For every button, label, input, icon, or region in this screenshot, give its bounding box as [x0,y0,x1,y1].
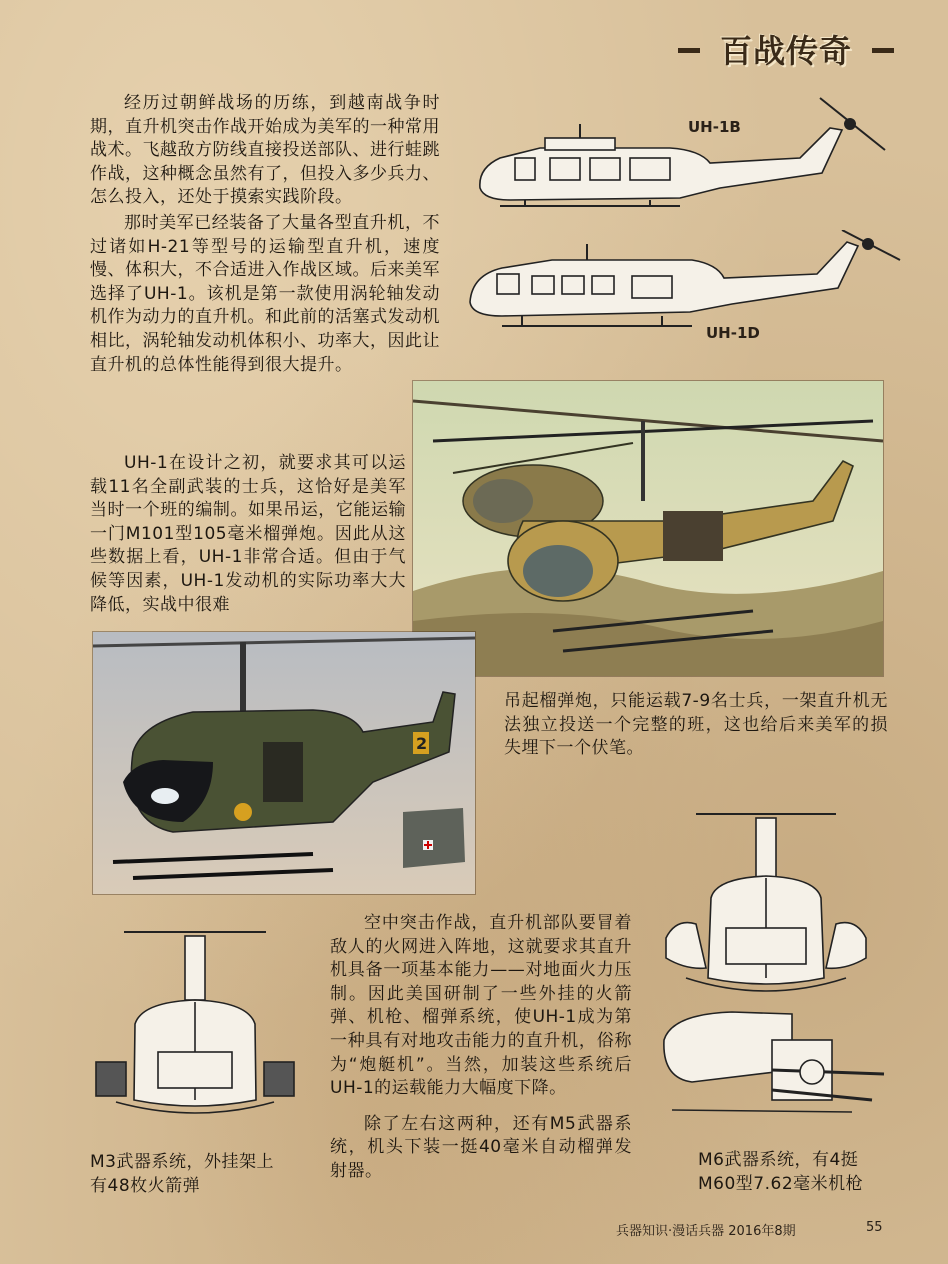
uh1b-side-drawing [470,88,900,228]
paragraph-1: 经历过朝鲜战场的历练，到越南战争时期，直升机突击作战开始成为美军的一种常用战术。飞越敌方防线直接投送部队、进行蛙跳作战，这种概念虽然有了，但投入多少兵力、怎么投入，还处于摸索实践阶段。 [90,93,440,208]
photo-art [93,632,475,894]
caption-m3-container [90,1150,284,1198]
uh1b-line-art [470,88,900,228]
paragraph-5: 除了左右这两种，还有M5武器系统，机头下装一挺40毫米自动榴弹发射器。 [330,1113,632,1181]
masthead-text: 百战传奇 [719,32,852,70]
photo-uh1-olive [92,631,476,895]
article-column-middle [90,452,406,617]
uh1d-label: UH-1D [706,324,760,342]
caption-m6-container [698,1148,888,1196]
paragraph-4: 空中突击作战，直升机部队要冒着敌人的火网进入阵地，这就要求其直升机具备一项基本能力——对地面火力压制。因此美国研制了一些外挂的火箭弹、机枪、榴弹系统，使UH-1成为第一种具有对地攻击能力的直升机，俗称为“炮艇机”。当然，加装这些系统后UH-1的运载能力大幅度下降。 [330,913,632,1099]
uh1d-side-drawing [462,230,906,350]
m6-front-drawing [656,808,876,998]
uh1b-label: UH-1B [688,118,741,136]
m6-front-line-art [656,808,876,998]
tail-number: 2 [416,734,428,753]
caption-m3: M3武器系统，外挂架上有48枚火箭弹 [90,1152,274,1196]
masthead-rule-right [872,48,894,53]
article-column-right [504,690,888,761]
masthead-title [682,30,890,72]
paragraph-3-continued: 吊起榴弹炮，只能运载7-9名士兵，一架直升机无法独立投送一个完整的班，这也给后来美军的损失埋下一个伏笔。 [504,691,888,759]
masthead-rule-left [678,48,700,53]
m3-front-drawing [90,928,300,1118]
footer-magazine: 兵器知识·漫话兵器 2016年8期 [616,1224,796,1239]
footer-page-number: 55 [866,1220,883,1235]
m6-side-line-art [652,1000,888,1126]
caption-m6: M6武器系统，有4挺M60型7.62毫米机枪 [698,1150,864,1194]
painting-art [413,381,883,676]
m3-front-line-art [90,928,300,1118]
article-column-bottom [330,912,632,1184]
paragraph-2: 那时美军已经装备了大量各型直升机，不过诸如H-21等型号的运输型直升机，速度慢、体积大，不合适进入作战区域。后来美军选择了UH-1。该机是第一款使用涡轮轴发动机作为动力的直升机。和此前的活塞式发动机相比，涡轮轴发动机体积小、功率大，因此让直升机的总体性能得到很大提升。 [90,212,440,375]
uh1d-line-art [462,230,906,350]
illustration-uh1-formation [412,380,884,677]
m6-side-detail-drawing [652,1000,888,1126]
article-column-top [90,92,440,377]
paragraph-3: UH-1在设计之初，就要求其可以运载11名全副武装的士兵，这恰好是美军当时一个班的编制。如果吊运，它能运输一门M101型105毫米榴弹炮。因此从这些数据上看，UH-1非常合适。但由于气候等因素，UH-1发动机的实际功率大大降低，实战中很难 [90,453,406,615]
